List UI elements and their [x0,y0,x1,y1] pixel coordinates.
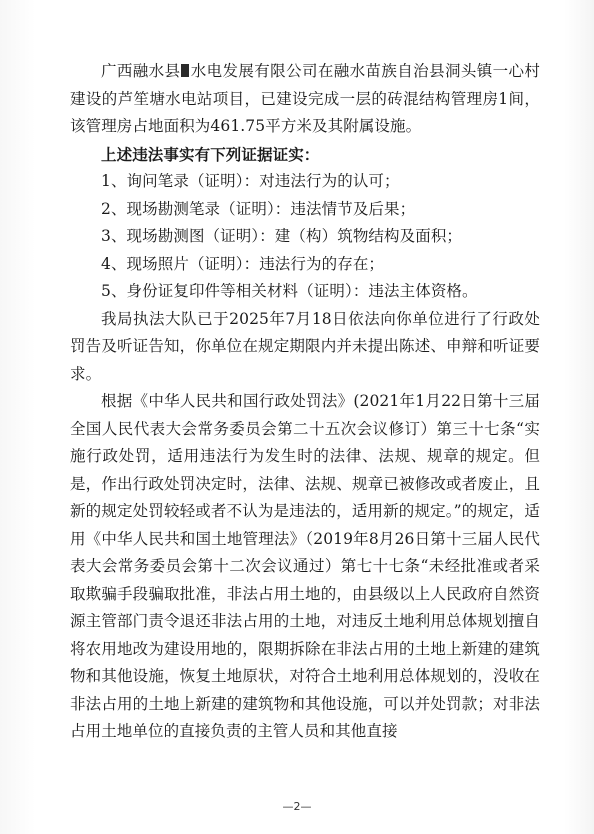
evidence-item: 5、身份证复印件等相关材料（证明）：违法主体资格。 [101,282,478,300]
paragraph-project-description [70,58,540,141]
paragraph-legal-basis: 根据《中华人民共和国行政处罚法》(2021年1月22日第十三届全国人民代表大会常务委员会第二十五次会议修订）第三十七条“实施行政处罚，适用违法行为发生时的法律、法规、规章的规定。但是，作出行政处罚决定时，法律、法规、规章已被修改或者废止，且新的规定处罚较轻或者不认为是违法的，适用新的规定。”的规定，适用《中华人民共和国土地管理法》（2019年8月26日第十三届人民代表大会常务委员会第十二次会议通过）第七十七条“未经批准或者采取欺骗手段骗取批准，非法占用土地的，由县级以上人民政府自然资源主管部门责令退还非法占用的土地，对违反土地利用总体规划擅自将农用地改为建设用地的，限期拆除在非法占用的土地上新建的建筑物和其他设施，恢复土地原状，对符合土地利用总体规划的，没收在非法占用的土地上新建的建筑物和其他设施，可以并处罚款；对非法占用土地单位的直接负责的主管人员和其他直接 [70,392,540,740]
paragraph-text-rest: 水电发展有限公司在融水苗族自治县洞头镇一心村建设的芦笙塘水电站项目，已建设完成一层的砖混结构管理房1间，该管理房占地面积为461.75平方米及其附属设施。 [70,62,540,135]
paragraph-text-start: 广西融水县 [101,62,181,80]
evidence-item: 3、现场勘测图（证明）：建（构）筑物结构及面积； [101,227,463,245]
evidence-item: 2、现场勘测笔录（证明）：违法情节及后果； [101,199,416,218]
evidence-heading: 上述违法事实有下列证据证实： [101,144,320,164]
page-number: —2— [282,800,312,813]
evidence-item: 1、询问笔录（证明）：对违法行为的认可； [101,172,400,190]
document-body [70,58,540,746]
evidence-item: 4、现场照片（证明）：违法行为的存在； [101,254,385,273]
redaction-mark [181,64,189,77]
paragraph-hearing-notice: 我局执法大队已于2025年7月18日依法向你单位进行了行政处罚告及听证告知，你单位在规定期限内并未提出陈述、申辩和听证要求。 [70,309,540,383]
